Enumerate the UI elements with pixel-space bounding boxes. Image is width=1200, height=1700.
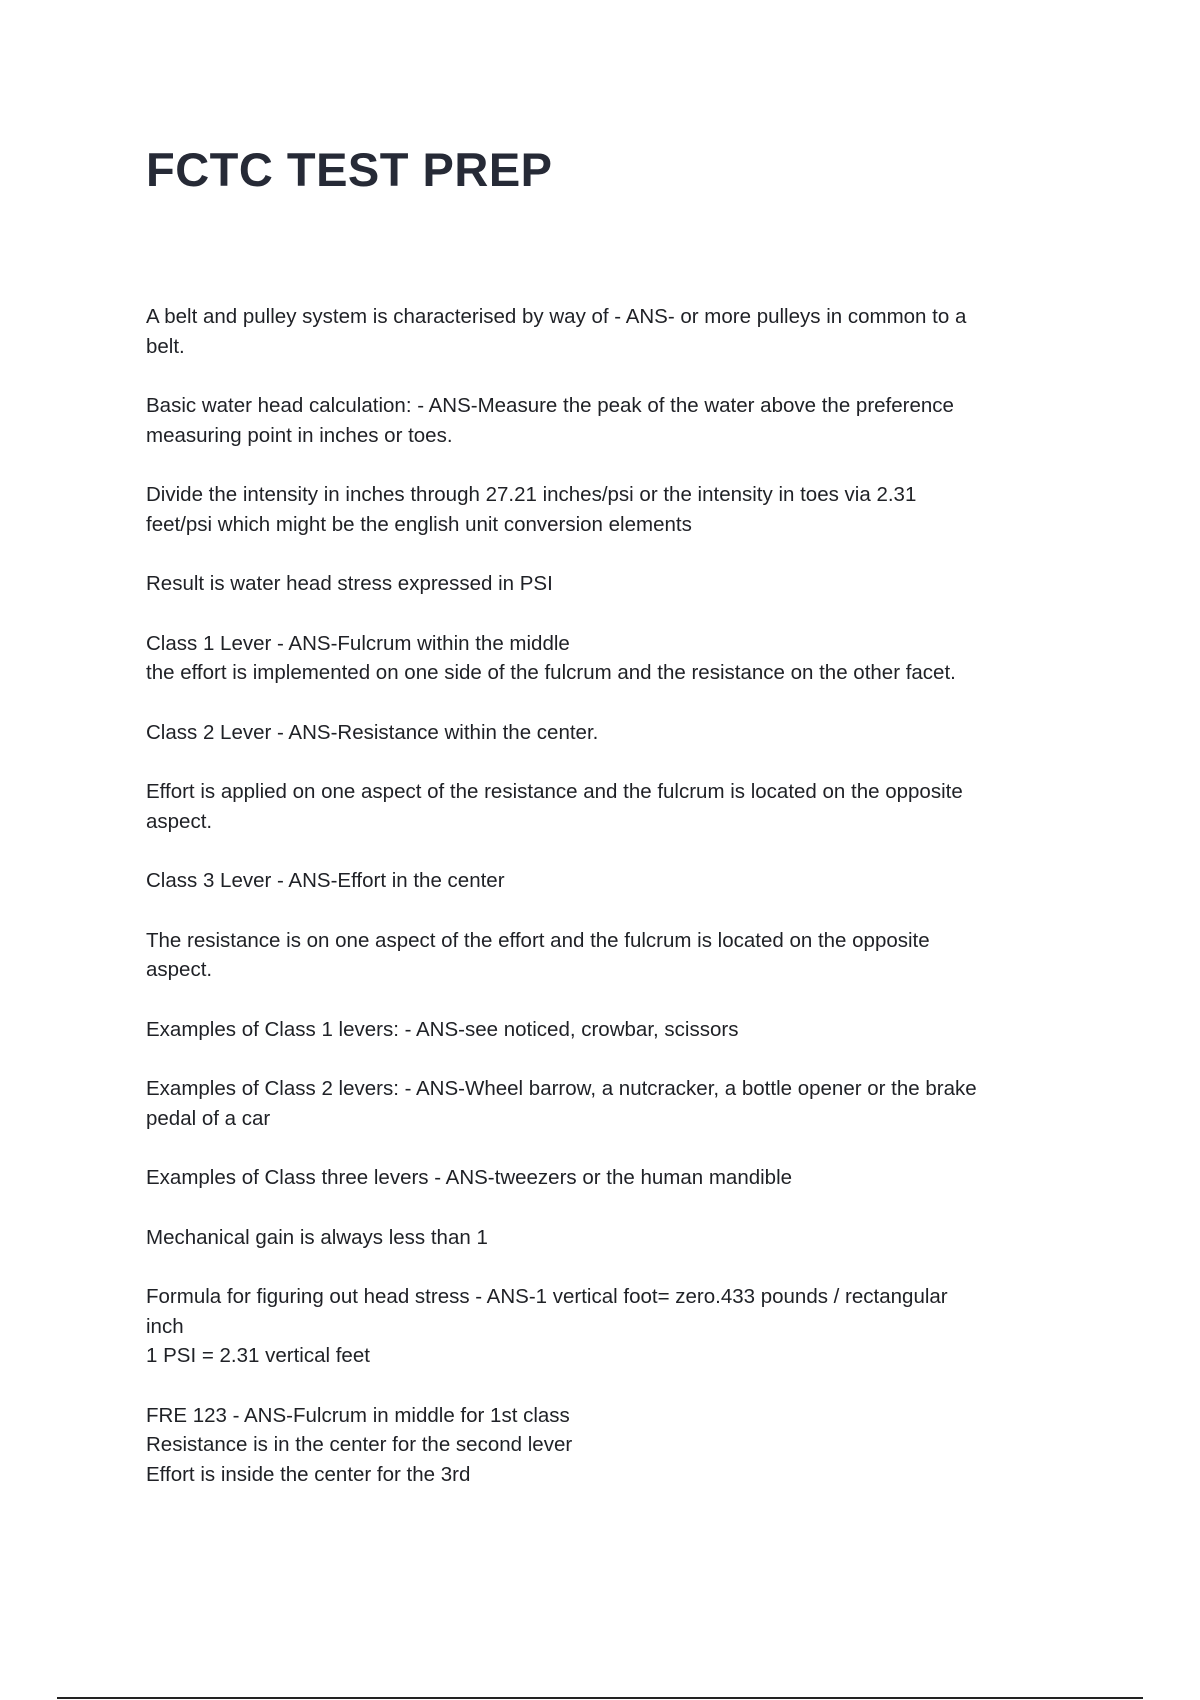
text-line: feet/psi which might be the english unit conversion elements <box>146 512 692 536</box>
qa-paragraph <box>146 718 1066 748</box>
text-line: Resistance is in the center for the second lever <box>146 1433 573 1456</box>
qa-paragraph <box>146 1015 1066 1045</box>
text-line: measuring point in inches or toes. <box>146 423 453 447</box>
qa-paragraph <box>146 1223 1066 1253</box>
text-line: inch <box>146 1314 184 1338</box>
text-line: Class 3 Lever - ANS-Effort in the center <box>146 869 505 892</box>
text-line: Formula for figuring out head stress - ANS-1 vertical foot= zero.433 pounds / rectangular <box>146 1285 948 1308</box>
text-line: Examples of Class 2 levers: - ANS-Wheel barrow, a nutcracker, a bottle opener or the brake <box>146 1077 977 1100</box>
text-line: Class 2 Lever - ANS-Resistance within the center. <box>146 720 599 744</box>
footer-divider <box>57 1697 1143 1699</box>
text-line: FRE 123 - ANS-Fulcrum in middle for 1st class <box>146 1403 570 1427</box>
text-line: the effort is implemented on one side of the fulcrum and the resistance on the other facet. <box>146 661 956 684</box>
text-line: Result is water head stress expressed in PSI <box>146 572 553 595</box>
page-title: FCTC TEST PREP <box>146 143 553 196</box>
text-line: Divide the intensity in inches through 27.21 inches/psi or the intensity in toes via 2.31 <box>146 483 917 506</box>
text-line: Basic water head calculation: - ANS-Measure the peak of the water above the preference <box>146 394 954 417</box>
qa-paragraph <box>146 1401 1066 1490</box>
qa-paragraph <box>146 777 1066 836</box>
qa-paragraph <box>146 391 1066 450</box>
qa-paragraph <box>146 302 1066 361</box>
text-line: Effort is inside the center for the 3rd <box>146 1462 471 1486</box>
text-line: Mechanical gain is always less than 1 <box>146 1225 488 1249</box>
text-line: belt. <box>146 334 185 358</box>
qa-paragraph <box>146 926 1066 985</box>
text-line: Examples of Class 1 levers: - ANS-see noticed, crowbar, scissors <box>146 1017 739 1041</box>
text-line: aspect. <box>146 958 213 981</box>
text-line: Examples of Class three levers - ANS-tweezers or the human mandible <box>146 1166 793 1189</box>
text-line: aspect. <box>146 809 213 833</box>
text-line: pedal of a car <box>146 1106 271 1130</box>
text-line: Class 1 Lever - ANS-Fulcrum within the middle <box>146 631 570 655</box>
qa-paragraph <box>146 629 1066 688</box>
qa-paragraph <box>146 1074 1066 1133</box>
text-line: A belt and pulley system is characterised by way of - ANS- or more pulleys in common to a <box>146 305 967 328</box>
qa-paragraph <box>146 866 1066 896</box>
text-line: Effort is applied on one aspect of the resistance and the fulcrum is located on the opposite <box>146 780 963 803</box>
qa-paragraph <box>146 569 1066 599</box>
qa-paragraph <box>146 1282 1066 1371</box>
text-line: 1 PSI = 2.31 vertical feet <box>146 1344 370 1367</box>
text-line: The resistance is on one aspect of the effort and the fulcrum is located on the opposite <box>146 928 930 952</box>
document-body <box>146 302 1066 1519</box>
qa-paragraph <box>146 480 1066 539</box>
qa-paragraph <box>146 1163 1066 1193</box>
